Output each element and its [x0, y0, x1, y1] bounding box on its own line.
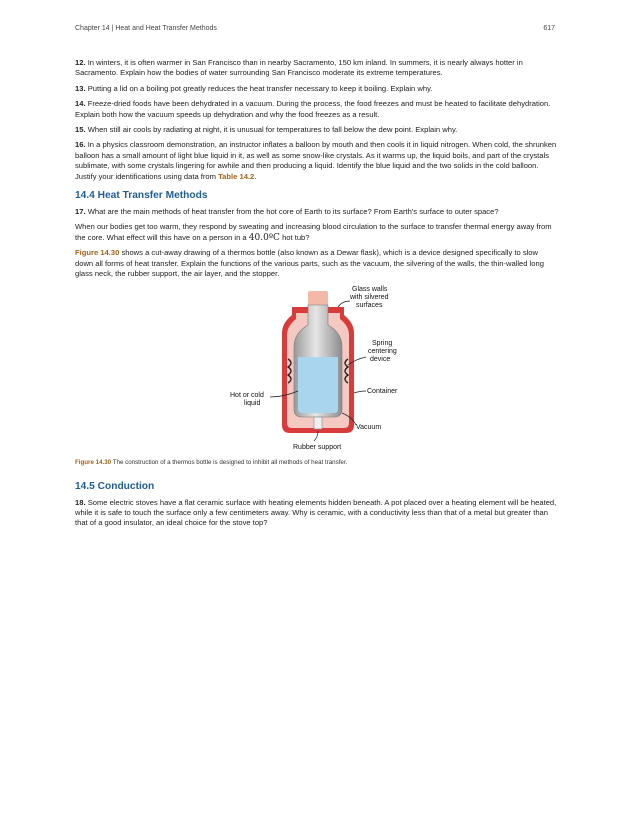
problem-number: 14. — [75, 99, 86, 109]
figure-paragraph — [75, 248, 557, 279]
label-spring-3: device — [370, 355, 391, 363]
problem-number: 15. — [75, 125, 86, 135]
label-rubber-support: Rubber support — [293, 443, 342, 451]
label-glass-walls-3: surfaces — [356, 301, 383, 309]
section-heading-14-5: 14.5 Conduction — [75, 480, 155, 492]
page-number: 617 — [543, 25, 555, 32]
problem-text: Some electric stoves have a flat ceramic surface with heating elements hidden beneath. A pot placed over a heating element will be heated, while it is safe to touch the surface only a few centimeters away. Why is ceramic, with a conductivity less than that of a metal but greater than that of a good insulator, an ideal choice for the stove top? — [75, 497, 557, 528]
problem-number: 18. — [75, 497, 86, 507]
problem-number: 12. — [75, 58, 86, 67]
problem-text: Putting a lid on a boiling pot greatly reduces the heat transfer necessary to keep it boiling. Explain why. — [87, 83, 433, 93]
thermos-figure — [75, 285, 557, 457]
problem-15 — [75, 125, 557, 135]
paragraph-text: shows a cut-away drawing of a thermos bottle (also known as a Dewar flask), which is a device designed specifically to slow down all forms of heat transfer. Explain the functions of the various parts, such as the vacuum, the silvering of the walls, the thin-walled long glass neck, the rubber support, the air layer, and the stopper. — [75, 248, 544, 279]
liquid — [298, 357, 338, 413]
problem-text: Freeze-dried foods have been dehydrated in a vacuum. During the process, the food freezes and must be heated to facilitate dehydration. Explain both how the vacuum speeds up dehydration and why the food freezes as a result. — [75, 99, 551, 119]
leader-container — [354, 391, 366, 393]
problem-text: When still air cools by radiating at night, it is unusual for temperatures to fall below the dew point. Explain why. — [87, 125, 458, 135]
thermos-diagram — [230, 285, 410, 457]
label-spring-2: centering — [368, 347, 397, 355]
problem-text-end: hot tub? — [279, 232, 310, 242]
figure-link[interactable]: Figure 14.30 — [75, 248, 120, 258]
label-container: Container — [367, 387, 398, 395]
caption-text: The construction of a thermos bottle is designed to inhibit all methods of heat transfer. — [111, 458, 348, 466]
problem-17 — [75, 207, 557, 217]
problem-number: 13. — [75, 83, 86, 93]
problem-text: When our bodies get too warm, they respond by sweating and increasing blood circulation to the surface to transfer thermal energy away from the core. What effect will this have on a person in a — [75, 222, 552, 242]
label-liquid-1: Hot or cold — [230, 391, 264, 399]
problem-number: 16. — [75, 140, 86, 150]
leader-glass — [338, 301, 350, 307]
problem-number: 17. — [75, 207, 86, 217]
problem-text-end: . — [254, 171, 257, 181]
label-spring-1: Spring — [372, 339, 393, 347]
label-vacuum: Vacuum — [356, 423, 382, 431]
label-glass-walls-2: with silvered — [350, 293, 389, 301]
section-heading-14-4: 14.4 Heat Transfer Methods — [75, 190, 208, 202]
temperature-math: 40.0ºC — [248, 232, 280, 243]
table-link[interactable]: Table 14.2 — [218, 171, 255, 181]
problem-14 — [75, 99, 557, 120]
problem-text: In a physics classroom demonstration, an instructor inflates a balloon by mouth and then cools it in liquid nitrogen. When cold, the shrunken balloon has a small amount of light blue liquid in it, as well as some snow-like crystals. As it warms up, the liquid boils, and part of the crystals sublimate, with some crystals lingering for awhile and then producing a liquid. Identify the blue liquid and the two solids in the cold balloon. Justify your identifications using data from — [75, 140, 557, 181]
figure-caption — [75, 459, 557, 467]
problem-17-continued — [75, 222, 557, 243]
problem-text: In winters, it is often warmer in San Francisco than in nearby Sacramento, 150 km inland. In summers, it is nearly always hotter in Sacramento. Explain how the bodies of water surrounding San Francisco moderate its extreme temperatures. — [75, 58, 523, 78]
problem-18 — [75, 498, 557, 529]
label-liquid-2: liquid — [244, 399, 261, 407]
problem-text: What are the main methods of heat transfer from the hot core of Earth to its surface? From Earth's surface to outer space? — [87, 207, 499, 217]
problem-12 — [75, 58, 557, 79]
caption-label: Figure 14.30 — [75, 458, 112, 466]
problem-16 — [75, 140, 557, 182]
problem-13 — [75, 84, 557, 94]
label-glass-walls-1: Glass walls — [352, 285, 388, 293]
page-content — [75, 58, 557, 534]
chapter-title: Chapter 14 | Heat and Heat Transfer Methods — [75, 25, 217, 32]
rubber-support — [314, 417, 322, 429]
